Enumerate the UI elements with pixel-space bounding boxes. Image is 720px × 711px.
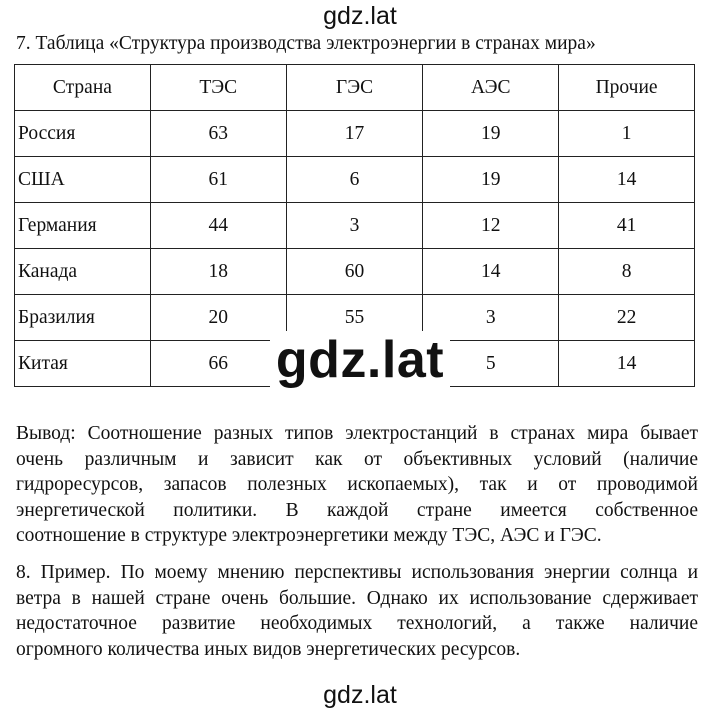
task-7-title: 7. Таблица «Структура производства электроэнергии в странах мира» [16,33,596,54]
cell-tes: 44 [150,203,286,249]
task-8-line: недостаточное развитие необходимых технологий, а также наличие [16,613,698,634]
cell-aes: 12 [423,203,559,249]
cell-other: 14 [559,341,695,387]
watermark-top: gdz.lat [323,2,397,30]
conclusion-line: очень различным и зависит как от объективных условий (наличие [16,448,698,470]
table-row [15,203,695,249]
task-8-line: ветра в нашей стране очень большие. Однако их использование сдерживает [16,587,698,609]
table-row [15,111,695,157]
watermark-middle [0,330,720,390]
task-8-line: огромного количества иных видов энергетических ресурсов. [16,638,521,660]
cell-other: 14 [559,157,695,203]
cell-tes: 63 [150,111,286,157]
watermark-bottom: gdz.lat [323,681,397,709]
cell-aes: 19 [423,157,559,203]
conclusion-line: Вывод: Соотношение разных типов электростанций в странах мира бывает [16,423,698,444]
cell-country: Китая [15,341,151,387]
header-country: Страна [15,65,151,111]
conclusion-line: соотношение в структуре электроэнергетики между ТЭС, АЭС и ГЭС. [16,525,602,546]
cell-ges: 55 [286,295,423,341]
table-row [15,157,695,203]
watermark-middle-text: gdz.lat [270,331,450,389]
cell-aes: 3 [423,295,559,341]
cell-aes: 5 [423,341,559,387]
cell-tes: 61 [150,157,286,203]
cell-aes: 19 [423,111,559,157]
cell-ges: 6 [286,157,423,203]
cell-country: Германия [15,203,151,249]
header-other: Прочие [559,65,695,111]
header-aes: АЭС [423,65,559,111]
task-8-paragraph [16,560,698,662]
table-header-row [15,65,695,111]
cell-other: 22 [559,295,695,341]
table-row [15,249,695,295]
cell-other: 8 [559,249,695,295]
cell-other: 1 [559,111,695,157]
cell-tes: 66 [150,341,286,387]
cell-ges: 60 [286,249,423,295]
cell-ges: 3 [286,203,423,249]
cell-country: Россия [15,111,151,157]
cell-other: 41 [559,203,695,249]
cell-aes: 14 [423,249,559,295]
cell-country: Бразилия [15,295,151,341]
cell-country: Канада [15,249,151,295]
conclusion-paragraph [16,421,698,549]
header-tes: ТЭС [150,65,286,111]
cell-ges: 17 [286,111,423,157]
cell-tes: 20 [150,295,286,341]
conclusion-line: энергетической политики. В каждой стране имеется собственное [16,499,698,521]
header-ges: ГЭС [286,65,423,111]
cell-country: США [15,157,151,203]
task-8-line: 8. Пример. По моему мнению перспективы использования энергии солнца и [16,562,698,583]
conclusion-line: гидроресурсов, запасов полезных ископаемых), так и от проводимой [16,474,698,495]
cell-tes: 18 [150,249,286,295]
